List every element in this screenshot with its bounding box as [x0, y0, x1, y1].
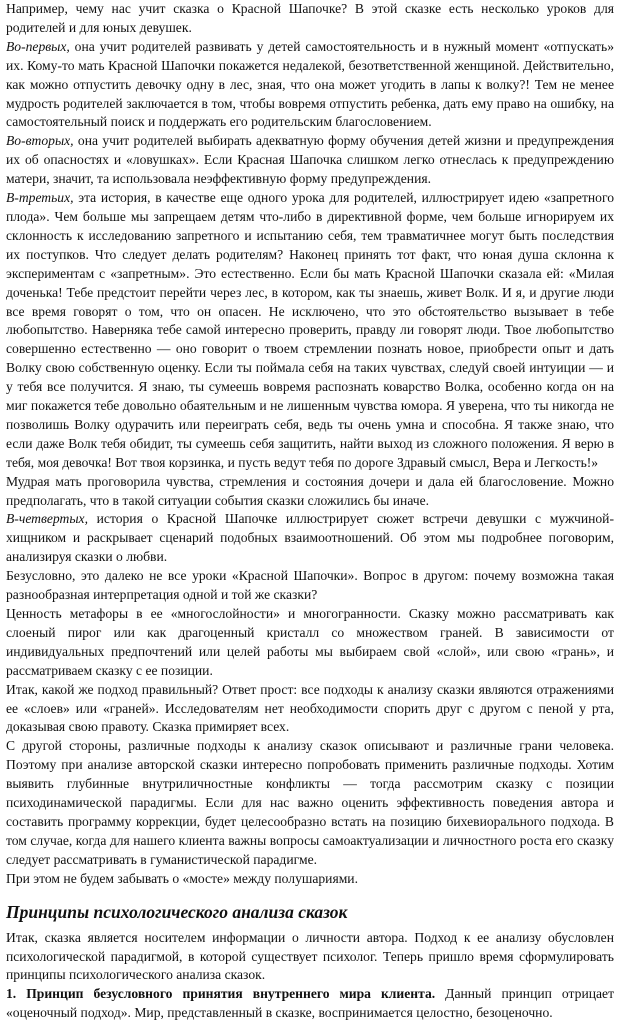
principle-text: Данный принцип отрицает «оценочный подход». Мир, представленный в сказке, воспринимается целостно, безоценочно.	[6, 986, 615, 1021]
paragraph-principle-1	[6, 985, 614, 1023]
paragraph-wise-mother	[6, 473, 614, 511]
paragraph-question	[6, 567, 614, 605]
paragraph-text: эта история, в качестве еще одного урока для родителей, иллюстрирует идею «запретного плода». Чем больше мы запрещаем детям что-либо в директивной форме, чем больше игнорируем их склонность к исследованию запретного и испытанию себя, тем травматичнее могут быть последствия их поступков. Что следует делать родителям? Наконец принять тот факт, что юная душа склонна к экспериментам с «запретным». Это естественно. Если бы мать Красной Шапочки сказала ей: «Милая доченька! Тебе предстоит перейти через лес, в котором, как ты знаешь, живет Волк. И я, и другие люди все время говорят о том, что он опасен. Не исключено, что это обстоятельство вызывает в тебе любопытство. Наверняка тебе самой интересно проверить, правду ли говорят люди. Твое любопытство совершенно естественно — оно говорит о твоем стремлении познать новое, приобрести опыт и дать Волку свою собственную оценку. Если ты поймала себя на таких чувствах, следуй своей интуиции — и у тебя все получится. Я знаю, ты сумеешь вовремя распознать коварство Волка, особенно когда он на миг покажется тебе довольно обаятельным и не лишенным чувства юмора. Я уверена, что ты никогда не позволишь Волку одурачить или переиграть себя, ведь ты очень умна и способна. Я также знаю, что если даже Волк тебя обидит, ты сумеешь себя защитить, найти выход из сложного положения. Я верю в тебя, моя девочка! Вот твоя корзинка, и пусть ведут тебя по дороге Здравый смысл, Вера и Легкость!»	[6, 190, 614, 470]
paragraph-text: она учит родителей выбирать адекватную форму обучения детей жизни и предупреждения их об опасностях и «ловушках». Если Красная Шапочка слишком легко отнеслась к предупреждению матери, значит, та использовала неэффективную форму предупреждения.	[6, 133, 614, 187]
paragraph-text: история о Красной Шапочке иллюстрирует сюжет встречи девушки с мужчиной-хищником и раскрывает сценарий подобных взаимоотношений. Об этом мы подробнее поговорим, анализируя сказки о любви.	[6, 511, 614, 565]
paragraph-approach	[6, 681, 614, 738]
paragraph-other-side	[6, 737, 614, 869]
principle-title: 1. Принцип безусловного принятия внутреннего мира клиента.	[6, 986, 436, 1002]
section-heading: Принципы психологического анализа сказок	[6, 901, 348, 922]
paragraph-lead: В-третьих,	[6, 190, 74, 206]
paragraph-after-heading	[6, 929, 614, 986]
paragraph-text: Мудрая мать проговорила чувства, стремления и состояния дочери и дала ей благословение. Можно предполагать, что в такой ситуации события сказки сложились бы иначе.	[6, 473, 614, 508]
paragraph-lead: Во-первых,	[6, 38, 70, 54]
paragraph-fourth-lesson	[6, 510, 614, 567]
paragraph-lead: В-четвертых,	[6, 511, 88, 527]
paragraph-text: С другой стороны, различные подходы к анализу сказок описывают и различные грани человека. Поэтому при анализе авторской сказки интересно попробовать применить различные подходы. Хотим выявить глубинные внутриличностные конфликты — тогда рассмотрим сказку с позиции психодинамической парадигмы. Если для нас важно оценить эффективность поведения автора и составить программу коррекции, будет целесообразно встать на позицию бихевиорального подхода. В том случае, когда для нашего клиента важны вопросы самоактуализации и личностного роста его сказку следует рассматривать в гуманистической парадигме.	[6, 738, 614, 867]
paragraph-third-lesson	[6, 189, 614, 473]
paragraph-text: При этом не будем забывать о «мосте» между полушариями.	[6, 870, 358, 886]
paragraph-first-lesson	[6, 38, 614, 133]
paragraph-second-lesson	[6, 132, 614, 189]
paragraph-text: Ценность метафоры в ее «многослойности» и многогранности. Сказку можно рассматривать как слоеный пирог или как драгоценный кристалл со множеством граней. В зависимости от индивидуальных предпочтений или целей работы мы выбираем свой «слой», или свою «грань», и рассматриваем сказку с ее позиции.	[6, 606, 614, 678]
paragraph-lead: Во-вторых,	[6, 133, 74, 149]
paragraph-text: Безусловно, это далеко не все уроки «Красной Шапочки». Вопрос в другом: почему возможна такая разнообразная интерпретация одной и той же сказки?	[6, 568, 614, 603]
paragraph-text: Например, чему нас учит сказка о Красной Шапочке? В этой сказке есть несколько уроков для родителей и для юных девушек.	[6, 1, 614, 35]
paragraph-bridge	[6, 870, 614, 889]
paragraph-text: она учит родителей развивать у детей самостоятельность и в нужный момент «отпускать» их. Кому-то мать Красной Шапочки покажется недалекой, безответственной женщиной. Действительно, как можно отпустить девочку одну в лес, зная, что она может угодить в лапы к волку?! Тем не менее мудрость родителей заключается в том, чтобы вовремя отпустить ребенка, дать ему право на ошибку, на самостоятельный поиск и поддержать его родительским благословением.	[6, 38, 614, 130]
paragraph-text: Итак, какой же подход правильный? Ответ прост: все подходы к анализу сказки являются отражениями ее «слоев» или «граней». Исследователям нет необходимости спорить друг с другом с пеной у рта, доказывая свою правоту. Сказка примиряет всех.	[6, 681, 614, 735]
paragraph-intro	[6, 0, 614, 38]
paragraph-text: Итак, сказка является носителем информации о личности автора. Подход к ее анализу обусловлен психологической парадигмой, в которой существует психолог. Теперь пришло время сформулировать принципы психологического анализа сказок.	[6, 929, 614, 983]
paragraph-metaphor	[6, 605, 614, 681]
